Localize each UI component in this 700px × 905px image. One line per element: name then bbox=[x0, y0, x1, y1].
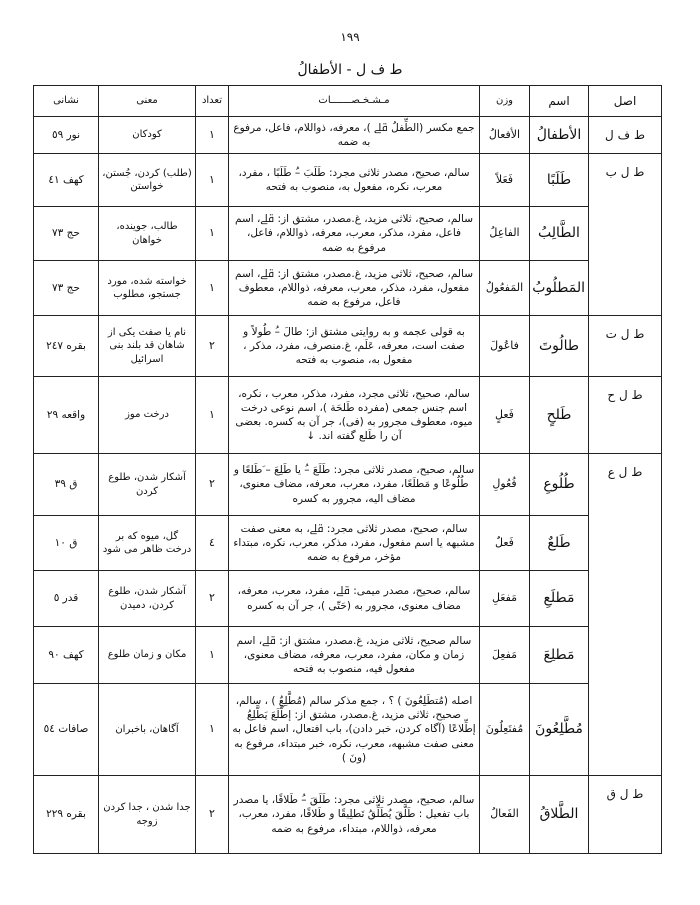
wazn-cell: فَعلٍ bbox=[480, 377, 530, 454]
ref-cell: بقره ٢٢٩ bbox=[34, 776, 99, 854]
table-row bbox=[34, 377, 662, 454]
table-row bbox=[34, 516, 662, 571]
header-wazn: وزن bbox=[480, 86, 530, 117]
desc-cell: جمع مكسر (الطِّفلُ ﷱ )، معرفه، ذواللام، فاعل، مرفوع به ضمه bbox=[229, 117, 480, 154]
asl-cell: ط ل ع bbox=[589, 454, 662, 776]
count-cell: ١ bbox=[196, 261, 229, 316]
ism-cell: طَلَبًا bbox=[530, 154, 589, 207]
desc-cell: اصله (مُتطَلِعُونَ ) ؟ ، جمع مذكر سالم (مُطَّلِعٌ ) ، سالم، صحيح، ثلاثى مزيد، غ.مصدر، مشتق از: إطَّلَعَ يَطَّلِعُ إطِّلاعًا (آگاه كردن، خبر دادن)، باب افتعال، اسم فاعل به معنى صفت مشبهه، معرب، نكره، خبر مبتداء، مرفوع به (ونَ ) bbox=[229, 684, 480, 776]
ref-cell: حج ٧٣ bbox=[34, 261, 99, 316]
ref-cell: واقعه ٢٩ bbox=[34, 377, 99, 454]
table-row bbox=[34, 117, 662, 154]
desc-cell: سالم، صحيح، مصدر ميمى: ﷱ، مفرد، معرب، معرفه، مضاف معنوى، مجرور به (حَتّى )، جر آن به كسره bbox=[229, 571, 480, 627]
meaning-cell: آشكار شدن، طلوع كردن، دميدن bbox=[99, 571, 196, 627]
count-cell: ١ bbox=[196, 627, 229, 684]
desc-cell: سالم، صحيح، مصدر ثلاثى مجرد: طَلَعَ –ُ يا طَلِعَ – َطَلعًا و طُلُوعًا و مَطلَعًا، مفرد، معرب، معرفه، مضاف معنوى، مضاف اليه، مجرور به كسره bbox=[229, 454, 480, 516]
ism-cell: الأطفالُ bbox=[530, 117, 589, 154]
meaning-cell: كودكان bbox=[99, 117, 196, 154]
wazn-cell: الأفعالُ bbox=[480, 117, 530, 154]
table-row bbox=[34, 776, 662, 854]
header-asl: اصل bbox=[589, 86, 662, 117]
wazn-cell: مَفعَلِ bbox=[480, 571, 530, 627]
table-row bbox=[34, 571, 662, 627]
wazn-cell: فُعُولِ bbox=[480, 454, 530, 516]
ism-cell: مُطَّلِعُونَ bbox=[530, 684, 589, 776]
header-count: تعداد bbox=[196, 86, 229, 117]
asl-cell: ط ل ت bbox=[589, 316, 662, 377]
ref-cell: ق ٣٩ bbox=[34, 454, 99, 516]
table-row bbox=[34, 207, 662, 261]
wazn-cell: فَعَلاً bbox=[480, 154, 530, 207]
header-desc: مـشـخـصـــــــات bbox=[229, 86, 480, 117]
header-ism: اسم bbox=[530, 86, 589, 117]
table-row bbox=[34, 316, 662, 377]
ism-cell: الطَّلاقُ bbox=[530, 776, 589, 854]
ref-cell: كهف ٤١ bbox=[34, 154, 99, 207]
meaning-cell: درخت موز bbox=[99, 377, 196, 454]
ref-cell: صافات ٥٤ bbox=[34, 684, 99, 776]
ref-cell: قدر ٥ bbox=[34, 571, 99, 627]
ref-cell: بقره ٢٤٧ bbox=[34, 316, 99, 377]
desc-cell: سالم، صحيح، مصدر ثلاثى مجرد: طَلَقَ –ُ طَلاقًا، يا مصدر باب تفعيل : طَلَّقَ يُطَلِّقُ تَطلِيقًا و طَلاقًا، مفرد، معرب، معرفه، ذواللام، مبتداء، مرفوع به ضمه bbox=[229, 776, 480, 854]
desc-cell: سالم، صحيح، ثلاثى مجرد، مفرد، مذكر، معرب ، نكره، اسم جنس جمعى (مفرده طَلحَة )، اسم نوعى درخت ميوه، معطوف مجرور به (فى)، جر آن به كسره. بعضى آن را طَلع گفته اند. ↓ bbox=[229, 377, 480, 454]
desc-cell: سالم، صحيح، ثلاثى مزيد، غ.مصدر، مشتق از: ﷱ، اسم مفعول، مفرد، مذكر، معرب، معرفه، ذواللام، معطوف فاعل، مرفوع به ضمه bbox=[229, 261, 480, 316]
wazn-cell: الفَعالُ bbox=[480, 776, 530, 854]
table-header-row bbox=[34, 86, 662, 117]
meaning-cell: نام يا صفت يكى از شاهان قد بلند بنى اسرائيل bbox=[99, 316, 196, 377]
meaning-cell: مكان و زمان طلوع bbox=[99, 627, 196, 684]
count-cell: ٢ bbox=[196, 454, 229, 516]
meaning-cell: آشكار شدن، طلوع كردن bbox=[99, 454, 196, 516]
count-cell: ١ bbox=[196, 684, 229, 776]
ref-cell: ق ١٠ bbox=[34, 516, 99, 571]
table-row bbox=[34, 154, 662, 207]
asl-cell: ط ف ل bbox=[589, 117, 662, 154]
wazn-cell: المَفعُولُ bbox=[480, 261, 530, 316]
asl-cell: ط ل ح bbox=[589, 377, 662, 454]
count-cell: ١ bbox=[196, 154, 229, 207]
ism-cell: مَطلِعَ bbox=[530, 627, 589, 684]
count-cell: ١ bbox=[196, 117, 229, 154]
count-cell: ٢ bbox=[196, 316, 229, 377]
meaning-cell: جدا شدن ، جدا كردن زوجه bbox=[99, 776, 196, 854]
count-cell: ١ bbox=[196, 377, 229, 454]
meaning-cell: طالب، جوينده، خواهان bbox=[99, 207, 196, 261]
ref-cell: حج ٧٣ bbox=[34, 207, 99, 261]
ref-cell: كهف ٩٠ bbox=[34, 627, 99, 684]
ism-cell: مَطلَعِ bbox=[530, 571, 589, 627]
desc-cell: سالم صحيح، ثلاثى مزيد، غ.مصدر، مشتق از: ﷱ، اسم زمان و مكان، مفرد، معرب، معرفه، مضاف معنوى، مفعول فيه، منصوب به فتحه bbox=[229, 627, 480, 684]
wazn-cell: مُفتَعِلُونَ bbox=[480, 684, 530, 776]
desc-cell: سالم، صحيح، ثلاثى مزيد، غ.مصدر، مشتق از: ﷱ، اسم فاعل، مفرد، مذكر، معرب، معرفه، ذواللام، فاعل، مرفوع به ضمه bbox=[229, 207, 480, 261]
count-cell: ٢ bbox=[196, 571, 229, 627]
count-cell: ١ bbox=[196, 207, 229, 261]
desc-cell: به قولى عجمه و به روايتى مشتق از: طالَ –ُ طُولاً و صفت است، معرفه، عَلَم، غ.منصرف، مفرد، مذكر ، مفعول به، منصوب به فتحه bbox=[229, 316, 480, 377]
wazn-cell: الفاعِلُ bbox=[480, 207, 530, 261]
meaning-cell: (طلب) كردن، جُستن، خواستن bbox=[99, 154, 196, 207]
ism-cell: طَلحٍ bbox=[530, 377, 589, 454]
header-meaning: معنی bbox=[99, 86, 196, 117]
table-row bbox=[34, 627, 662, 684]
ref-cell: نور ٥٩ bbox=[34, 117, 99, 154]
meaning-cell: گل، ميوه كه بر درخت ظاهر مى شود bbox=[99, 516, 196, 571]
wazn-cell: فاعُولَ bbox=[480, 316, 530, 377]
ism-cell: طالُوتَ bbox=[530, 316, 589, 377]
asl-cell: ط ل ب bbox=[589, 154, 662, 316]
table-row bbox=[34, 454, 662, 516]
header-ref: نشانی bbox=[34, 86, 99, 117]
word-table bbox=[33, 85, 662, 854]
count-cell: ٢ bbox=[196, 776, 229, 854]
desc-cell: سالم، صحيح، مصدر ثلاثى مجرد: طَلَبَ –ُ طَلَبًا ، مفرد، معرب، نكره، مفعول به، منصوب به فتحه bbox=[229, 154, 480, 207]
wazn-cell: فَعلٌ bbox=[480, 516, 530, 571]
ism-cell: المَطلُوبُ bbox=[530, 261, 589, 316]
ism-cell: طُلُوعِ bbox=[530, 454, 589, 516]
meaning-cell: خواسته شده، مورد جستجو، مطلوب bbox=[99, 261, 196, 316]
count-cell: ٤ bbox=[196, 516, 229, 571]
wazn-cell: مَفعِلَ bbox=[480, 627, 530, 684]
page-number: ١٩٩ bbox=[340, 30, 360, 44]
ism-cell: طَلعٌ bbox=[530, 516, 589, 571]
table-row bbox=[34, 684, 662, 776]
meaning-cell: آگاهان، باخبران bbox=[99, 684, 196, 776]
page-title: ط ف ل - الأطفالُ bbox=[297, 62, 403, 78]
table-row bbox=[34, 261, 662, 316]
asl-cell: ط ل ق bbox=[589, 776, 662, 854]
desc-cell: سالم، صحيح، مصدر ثلاثى مجرد: ﷱ، به معنى صفت مشبهه يا اسم مفعول، مفرد، مذكر، معرب، نكره، مبتداء مؤخر، مرفوع به ضمه bbox=[229, 516, 480, 571]
ism-cell: الطَّالِبُ bbox=[530, 207, 589, 261]
